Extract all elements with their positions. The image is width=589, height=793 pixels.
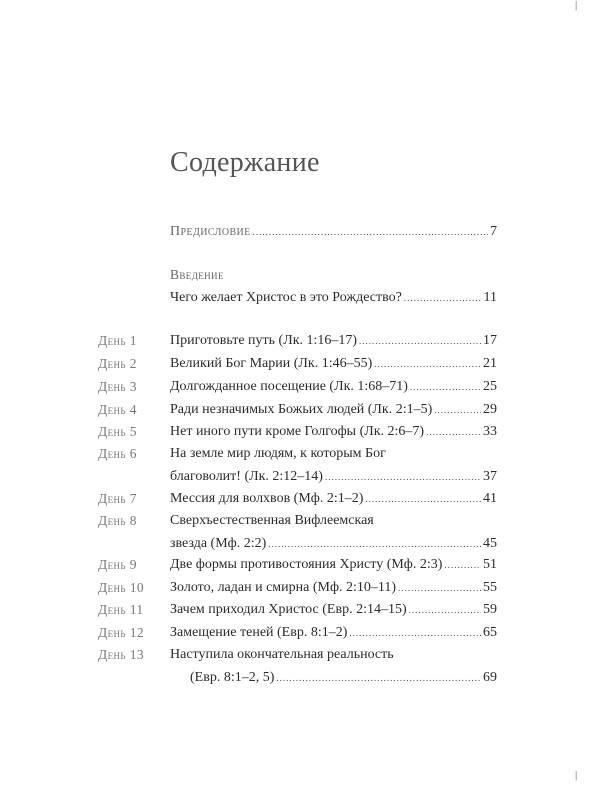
dot-leader	[444, 555, 481, 575]
toc-entry-day-3[interactable]	[170, 377, 497, 397]
toc-entry-introduction[interactable]	[170, 288, 497, 308]
toc-entry-label-line1[interactable]: На земле мир людям, к которым Бог	[170, 446, 386, 461]
toc-entry-label: Ради незначимых Божьих людей (Лк. 2:1–5)	[170, 402, 433, 417]
toc-page-number: 17	[483, 333, 497, 348]
toc-entry-day-5[interactable]	[170, 422, 497, 442]
dot-leader	[268, 534, 481, 554]
toc-entry-day-7[interactable]	[170, 489, 497, 509]
toc-page-number: 11	[483, 290, 497, 305]
toc-entry-day-4[interactable]	[170, 400, 497, 420]
toc-entry-label: (Евр. 8:1–2, 5)	[190, 670, 275, 685]
dot-leader	[409, 600, 481, 620]
dot-leader	[325, 467, 481, 487]
toc-entry-label: Великий Бог Марии (Лк. 1:46–55)	[170, 356, 373, 371]
day-label: День 2	[98, 356, 137, 371]
day-label: День 12	[98, 625, 145, 640]
section-heading-introduction: Введение	[170, 267, 224, 282]
toc-entry-day-10[interactable]	[170, 578, 497, 598]
toc-page-number: 45	[483, 536, 497, 551]
toc-entry-day-12[interactable]	[170, 623, 497, 643]
toc-page-number: 65	[483, 625, 497, 640]
dot-leader	[426, 422, 481, 442]
toc-page-number: 29	[483, 402, 497, 417]
toc-entry-label: Предисловие	[170, 224, 251, 239]
dot-leader	[365, 489, 481, 509]
toc-entry-label: Долгожданное посещение (Лк. 1:68–71)	[170, 379, 408, 394]
toc-page-number: 21	[483, 356, 497, 371]
toc-page-number: 41	[483, 491, 497, 506]
toc-entry-label: звезда (Мф. 2:2)	[170, 536, 267, 551]
dot-leader	[404, 288, 482, 308]
toc-entry-label: Приготовьте путь (Лк. 1:16–17)	[170, 333, 358, 348]
toc-page-number: 55	[483, 580, 497, 595]
dot-leader	[359, 331, 481, 351]
toc-entry-day-8[interactable]	[170, 534, 497, 554]
dot-leader	[374, 354, 481, 374]
toc-entry-label: Мессия для волхвов (Мф. 2:1–2)	[170, 491, 364, 506]
crop-mark-bottom-right: |	[575, 769, 578, 781]
toc-entry-day-9[interactable]	[170, 555, 497, 575]
dot-leader	[398, 578, 481, 598]
dot-leader	[349, 623, 481, 643]
dot-leader	[410, 377, 481, 397]
toc-entry-day-2[interactable]	[170, 354, 497, 374]
toc-page-number: 33	[483, 424, 497, 439]
toc-page-number: 7	[490, 224, 497, 239]
day-label: День 4	[98, 402, 137, 417]
day-label: День 3	[98, 379, 137, 394]
toc-entry-label: Зачем приходил Христос (Евр. 2:14–15)	[170, 602, 407, 617]
toc-entry-label: Замещение теней (Евр. 8:1–2)	[170, 625, 348, 640]
day-label: День 11	[98, 602, 144, 617]
toc-entry-label: Две формы противостояния Христу (Мф. 2:3)	[170, 557, 443, 572]
toc-entry-preface[interactable]	[170, 222, 497, 242]
toc-entry-day-6[interactable]	[170, 467, 497, 487]
toc-entry-label: Золото, ладан и смирна (Мф. 2:10–11)	[170, 580, 397, 595]
toc-entry-day-1[interactable]	[170, 331, 497, 351]
day-label: День 6	[98, 446, 137, 461]
toc-entry-day-11[interactable]	[170, 600, 497, 620]
day-label: День 8	[98, 513, 137, 528]
day-label: День 13	[98, 647, 145, 662]
toc-page-number: 59	[483, 602, 497, 617]
day-label: День 1	[98, 333, 137, 348]
day-label: День 10	[98, 580, 145, 595]
toc-page-number: 69	[483, 670, 497, 685]
toc-entry-label: Чего желает Христос в это Рождество?	[170, 290, 402, 305]
toc-entry-label: Нет иного пути кроме Голгофы (Лк. 2:6–7)	[170, 424, 425, 439]
toc-entry-label-line1[interactable]: Сверхъестественная Вифлеемская	[170, 513, 374, 528]
toc-entry-label-line1[interactable]: Наступила окончательная реальность	[170, 647, 394, 662]
toc-page-number: 25	[483, 379, 497, 394]
dot-leader	[434, 400, 481, 420]
day-label: День 9	[98, 557, 137, 572]
day-label: День 7	[98, 491, 137, 506]
page-title: Содержание	[170, 147, 320, 178]
dot-leader	[253, 222, 488, 242]
crop-mark-top-right: |	[575, 0, 578, 11]
toc-entry-label: благоволит! (Лк. 2:12–14)	[170, 469, 323, 484]
day-label: День 5	[98, 424, 137, 439]
toc-entry-day-13[interactable]	[190, 668, 497, 688]
toc-page-number: 51	[483, 557, 497, 572]
dot-leader	[276, 668, 481, 688]
toc-page-number: 37	[483, 469, 497, 484]
